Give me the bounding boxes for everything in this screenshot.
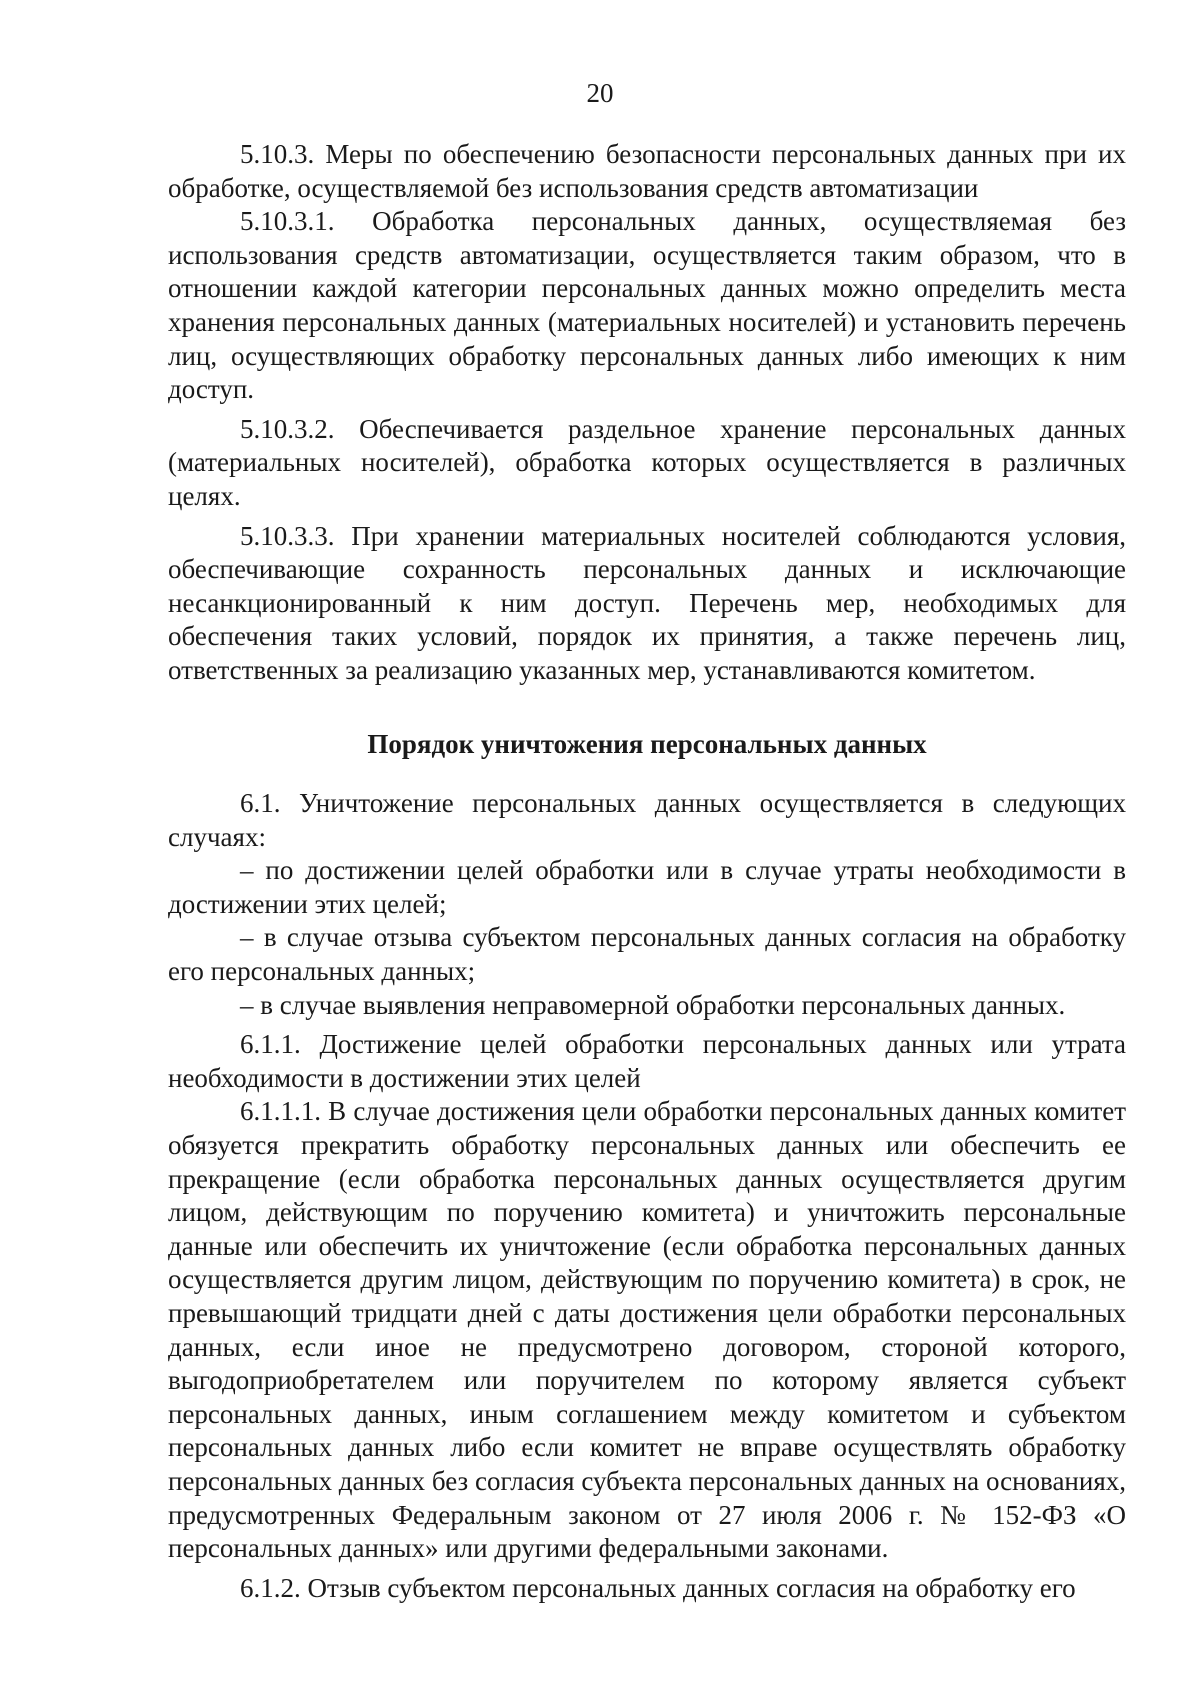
page-number: 20 (586, 78, 614, 108)
paragraph-5-10-3: 5.10.3. Меры по обеспечению безопасности персональных данных при их обработке, осуществляемой без использования средств автоматизации (168, 139, 1126, 203)
paragraph-5-10-3-3: 5.10.3.3. При хранении материальных носителей соблюдаются условия, обеспечивающие сохранность персональных данных и исключающие несанкционированный к ним доступ. Перечень мер, необходимых для обеспечения таких условий, порядок их принятия, а также перечень лиц, ответственных за реализацию указанных мер, устанавливаются комитетом. (168, 520, 1126, 685)
list-item: – по достижении целей обработки или в случае утраты необходимости в достижении этих целей; (168, 855, 1126, 919)
document-body (168, 138, 1126, 1605)
list-item: – в случае выявления неправомерной обработки персональных данных. (240, 989, 1066, 1020)
paragraph-6-1-2: 6.1.2. Отзыв субъектом персональных данных согласия на обработку его (240, 1572, 1076, 1603)
paragraph-6-1: 6.1. Уничтожение персональных данных осуществляется в следующих случаях: (168, 788, 1126, 852)
list-item: – в случае отзыва субъектом персональных данных согласия на обработку его персональных данных; (168, 922, 1126, 987)
paragraph-6-1-1: 6.1.1. Достижение целей обработки персональных данных или утрата необходимости в достижении этих целей (168, 1029, 1126, 1093)
paragraph-6-1-1-1: 6.1.1.1. В случае достижения цели обработки персональных данных комитет обязуется прекратить обработку персональных данных или обеспечить ее прекращение (если обработка персональных данных осуществляется другим лицом, действующим по поручению комитета) и уничтожить персональные данные или обеспечить их уничтожение (если обработка персональных данных осуществляется другим лицом, действующим по поручению комитета) в срок, не превышающий тридцати дней с даты достижения цели обработки персональных данных, если иное не предусмотрено договором, стороной которого, выгодоприобретателем или поручителем по которому является субъект персональных данных, иным соглашением между комитетом и субъектом персональных данных либо если комитет не вправе осуществлять обработку персональных данных без согласия субъекта персональных данных на основаниях, предусмотренных Федеральным законом от 27 июля 2006 г. № 152-ФЗ «О персональных данных» или другими федеральными законами. (168, 1096, 1126, 1564)
section-heading: Порядок уничтожения персональных данных (367, 728, 927, 759)
paragraph-5-10-3-2: 5.10.3.2. Обеспечивается раздельное хранение персональных данных (материальных носителей), обработка которых осуществляется в различных целях. (168, 413, 1126, 511)
paragraph-5-10-3-1: 5.10.3.1. Обработка персональных данных, осуществляемая без использования средств автоматизации, осуществляется таким образом, что в отношении каждой категории персональных данных можно определить места хранения персональных данных (материальных носителей) и установить перечень лиц, осуществляющих обработку персональных данных либо имеющих к ним доступ. (168, 206, 1126, 405)
